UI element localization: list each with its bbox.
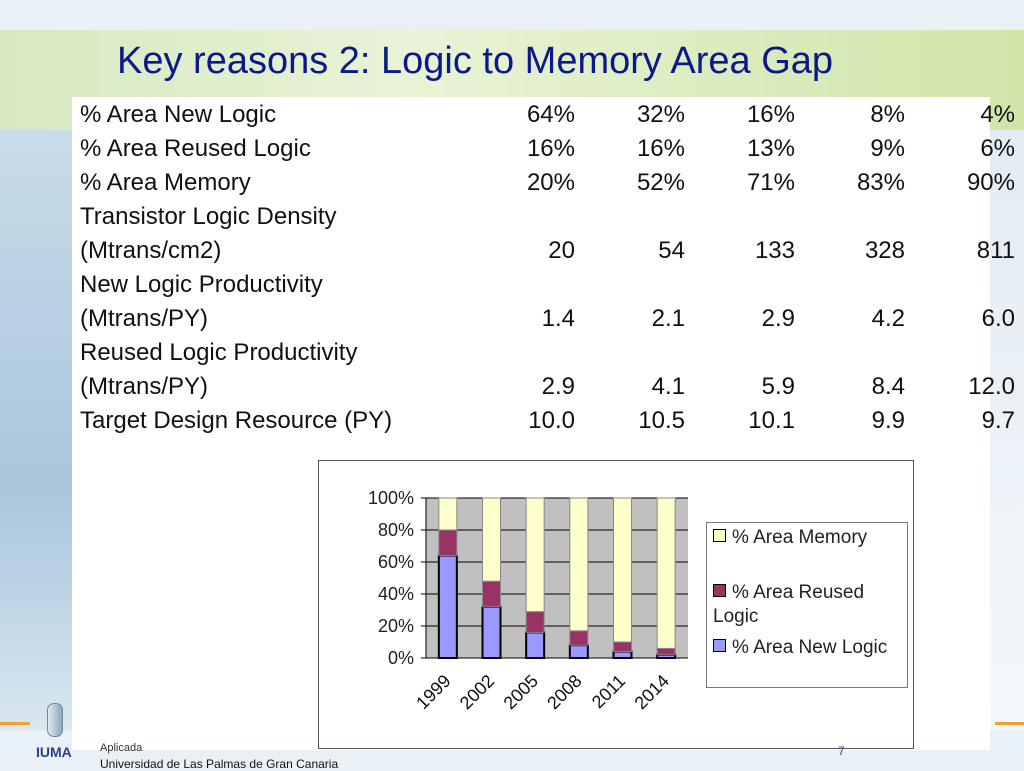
bar-1999-series-2 — [439, 498, 457, 530]
bar-2005-series-2 — [526, 498, 544, 612]
logo-text: IUMA — [36, 744, 72, 760]
x-tick-label: 2002 — [455, 670, 499, 714]
table-cell: 16% — [636, 135, 685, 162]
table-row — [80, 370, 1015, 404]
table-cell — [575, 200, 685, 234]
row-label: (Mtrans/PY) — [80, 305, 209, 332]
chart-legend — [706, 522, 908, 688]
bar-2008-series-2 — [570, 498, 588, 631]
bar-2002-series-2 — [483, 498, 501, 581]
legend-swatch-memory — [713, 529, 726, 542]
table-row — [80, 166, 1015, 200]
table-cell: 6.0 — [981, 305, 1015, 332]
y-tick-label: 80% — [377, 520, 414, 540]
table-cell: 16% — [526, 135, 575, 162]
table-cell — [465, 268, 575, 302]
y-tick-label: 20% — [377, 616, 414, 636]
table-cell: 9.7 — [981, 407, 1015, 434]
table-row — [80, 200, 1015, 234]
bar-1999-series-0 — [439, 556, 457, 658]
table-cell: 32% — [636, 101, 685, 128]
table-cell: 2.9 — [541, 373, 575, 400]
table-cell: 13% — [746, 135, 795, 162]
table-cell: 5.9 — [761, 373, 795, 400]
table-cell: 54 — [658, 237, 685, 264]
slide-title: Key reasons 2: Logic to Memory Area Gap — [117, 40, 834, 82]
table-cell: 83% — [856, 169, 905, 196]
row-label: Transistor Logic Density — [80, 203, 337, 230]
table-cell: 9.9 — [871, 407, 905, 434]
table-cell: 4.2 — [871, 305, 905, 332]
bar-2008-series-1 — [570, 631, 588, 645]
table-row — [80, 336, 1015, 370]
table-cell: 90% — [966, 169, 1015, 196]
table-cell: 1.4 — [541, 305, 575, 332]
row-label: Reused Logic Productivity — [80, 339, 358, 366]
table-row — [80, 268, 1015, 302]
table-row — [80, 302, 1015, 336]
y-tick-label: 100% — [367, 488, 414, 508]
table-cell: 4% — [980, 101, 1015, 128]
bar-1999-series-1 — [439, 530, 457, 556]
table-cell: 71% — [746, 169, 795, 196]
legend-label-new: % Area New Logic — [732, 637, 888, 658]
logo-mark-icon — [47, 703, 63, 737]
table-cell: 4.1 — [651, 373, 685, 400]
x-tick-label: 1999 — [412, 670, 455, 714]
table-row — [80, 234, 1015, 268]
table-cell — [795, 200, 905, 234]
table-cell: 133 — [754, 237, 795, 264]
table-row — [80, 404, 1015, 438]
table-row — [80, 132, 1015, 166]
row-label: Target Design Resource (PY) — [80, 407, 393, 434]
table-cell: 811 — [976, 237, 1015, 264]
table-cell: 16% — [746, 101, 795, 128]
page-number: 7 — [838, 744, 845, 758]
table-cell — [575, 268, 685, 302]
bar-2011-series-1 — [614, 642, 632, 652]
footer-text-1: Aplicada — [100, 742, 143, 754]
table-cell — [905, 336, 1015, 370]
bar-2011-series-2 — [614, 498, 632, 642]
table-cell — [685, 336, 795, 370]
left-decoration — [0, 130, 72, 730]
legend-item-reused — [713, 581, 903, 629]
legend-label-reused: % Area Reused Logic — [713, 582, 865, 627]
plot-background — [426, 498, 688, 658]
table-cell: 12.0 — [968, 373, 1015, 400]
bar-2008-series-0 — [570, 645, 588, 658]
legend-label-memory: % Area Memory — [732, 527, 868, 548]
table-cell: 10.0 — [528, 407, 575, 434]
data-table — [80, 98, 1015, 438]
table-cell: 8.4 — [871, 373, 905, 400]
row-label: (Mtrans/cm2) — [80, 237, 222, 264]
table-cell: 64% — [526, 101, 575, 128]
table-cell: 328 — [864, 237, 905, 264]
table-cell: 2.1 — [651, 305, 685, 332]
table-cell — [685, 268, 795, 302]
table-cell — [685, 200, 795, 234]
table-cell: 10.5 — [638, 407, 685, 434]
table-cell — [905, 268, 1015, 302]
bar-2002-series-1 — [483, 581, 501, 607]
legend-swatch-new — [713, 639, 726, 652]
row-label: % Area Reused Logic — [80, 135, 311, 162]
legend-item-memory — [713, 526, 903, 550]
chart-container — [318, 460, 914, 749]
table-cell: 6% — [980, 135, 1015, 162]
table-cell: 20% — [526, 169, 575, 196]
bar-2014-series-1 — [657, 648, 675, 654]
bar-2005-series-1 — [526, 612, 544, 633]
legend-swatch-reused — [713, 584, 726, 597]
table-cell — [465, 200, 575, 234]
bar-2014-series-2 — [657, 498, 675, 648]
x-tick-label: 2005 — [499, 670, 542, 714]
x-tick-label: 2011 — [587, 670, 630, 713]
bar-2002-series-0 — [483, 607, 501, 658]
table-cell: 8% — [870, 101, 905, 128]
legend-item-new — [713, 636, 903, 660]
y-tick-label: 40% — [377, 584, 414, 604]
table-cell — [795, 268, 905, 302]
footer-text-2: Universidad de Las Palmas de Gran Canaria — [100, 757, 339, 771]
table-cell: 9% — [870, 135, 905, 162]
table-cell — [795, 336, 905, 370]
table-cell — [905, 200, 1015, 234]
table-cell: 2.9 — [761, 305, 795, 332]
table-cell: 20 — [548, 237, 575, 264]
table-cell — [575, 336, 685, 370]
row-label: % Area New Logic — [80, 101, 277, 128]
table-cell: 52% — [636, 169, 685, 196]
iuma-logo — [34, 700, 94, 768]
bar-2011-series-0 — [614, 652, 632, 658]
row-label: (Mtrans/PY) — [80, 373, 209, 400]
bar-2005-series-0 — [526, 632, 544, 658]
footer-accent-line-right — [995, 722, 1024, 725]
y-tick-label: 60% — [377, 552, 414, 572]
table-cell — [465, 336, 575, 370]
y-tick-label: 0% — [387, 648, 414, 668]
x-tick-label: 2008 — [543, 670, 586, 714]
footer-accent-line-left — [0, 722, 30, 725]
table-row — [80, 98, 1015, 132]
table-cell: 10.1 — [748, 407, 795, 434]
x-tick-label: 2014 — [630, 670, 673, 714]
row-label: % Area Memory — [80, 169, 251, 196]
row-label: New Logic Productivity — [80, 271, 323, 298]
